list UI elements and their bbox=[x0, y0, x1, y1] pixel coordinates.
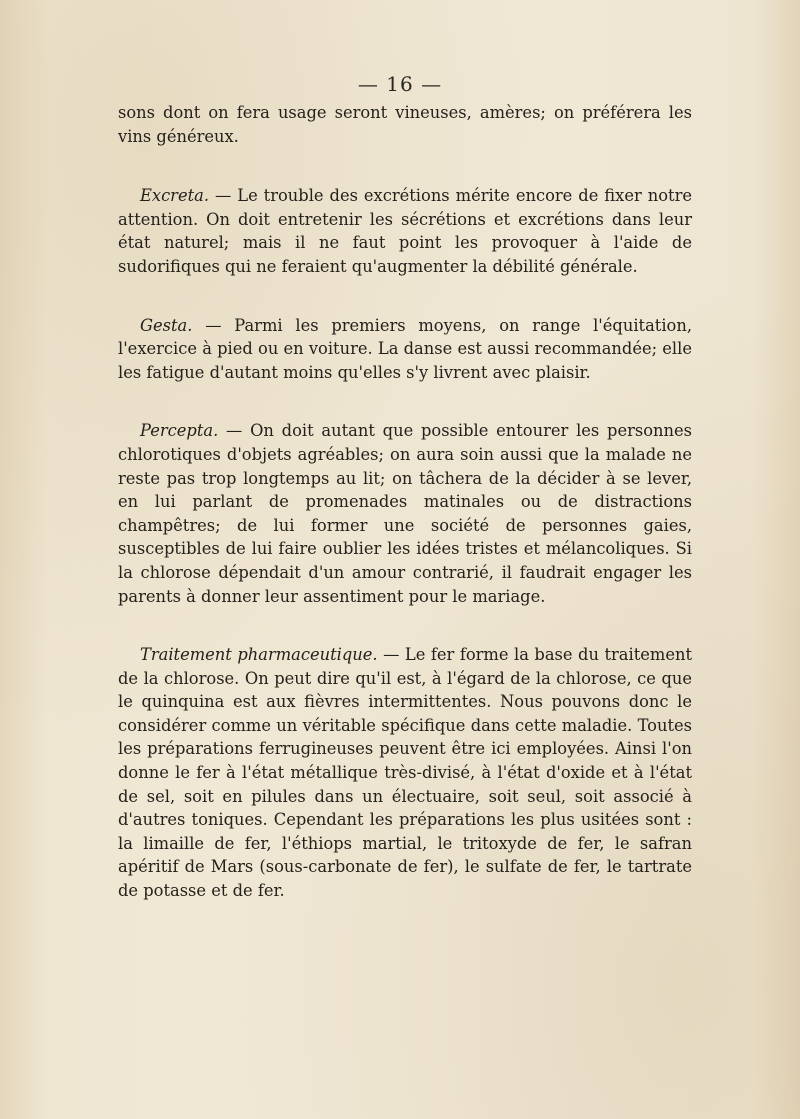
paragraph-excreta bbox=[118, 184, 692, 278]
body-text bbox=[118, 101, 692, 938]
page-number: — 16 — bbox=[357, 72, 443, 96]
paragraph-percepta bbox=[118, 419, 692, 608]
section-heading: Gesta. bbox=[140, 315, 193, 335]
paragraph-text: sons dont on fera usage seront vineuses, amères; on préférera les vins généreux. bbox=[118, 103, 692, 146]
paragraph-text: — Le fer forme la base du traitement de la chlorose. On peut dire qu'il est, à l'égard de la chlorose, ce que le quinquina est aux fièvres intermittentes. Nous pouvons donc le considérer comme un véritable spécifique dans cette maladie. Toutes les préparations ferrugineuses peuvent être ici employées. Ainsi l'on donne le fer à l'état métallique très-divisé, à l'état d'oxide et à l'état de sel, soit en pilules dans un électuaire, soit seul, soit associé à d'autres toniques. Cependant les préparations les plus usitées sont : la limaille de fer, l'éthiops martial, le tritoxyde de fer, le safran apéritif de Mars (sous-carbonate de fer), le sulfate de fer, le tartrate de potasse et de fer. bbox=[118, 645, 692, 901]
paragraph-text: — On doit autant que possible entourer les personnes chlorotiques d'objets agréables; on aura soin aussi que la malade ne reste pas trop longtemps au lit; on tâchera de la décider à se lever, en lui parlant de promenades matinales ou de distractions champêtres; de lui former une société de personnes gaies, susceptibles de lui faire oublier les idées tristes et mélancoliques. Si la chlorose dépendait d'un amour contrarié, il faudrait engager les parents à donner leur assentiment pour le mariage. bbox=[118, 421, 692, 606]
paragraph-continued bbox=[118, 101, 692, 148]
section-heading: Traitement pharmaceutique. bbox=[140, 645, 378, 665]
paragraph-traitement bbox=[118, 643, 692, 903]
paragraph-text: — Parmi les premiers moyens, on range l'équitation, l'exercice à pied ou en voiture. La danse est aussi recommandée; elle les fatigue d'autant moins qu'elles s'y livrent avec plaisir. bbox=[118, 315, 692, 382]
paragraph-text: — Le trouble des excrétions mérite encore de fixer notre attention. On doit entretenir les sécrétions et excrétions dans leur état naturel; mais il ne faut point les provoquer à l'aide de sudorifiques qui ne feraient qu'augmenter la débilité générale. bbox=[118, 186, 692, 276]
section-heading: Percepta. bbox=[140, 421, 219, 441]
section-heading: Excreta. bbox=[140, 186, 210, 206]
paragraph-gesta bbox=[118, 314, 692, 385]
